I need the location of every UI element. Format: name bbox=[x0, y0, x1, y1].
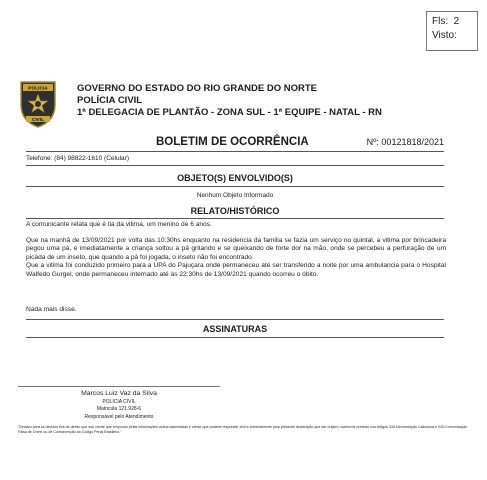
divider bbox=[26, 319, 444, 320]
report-title-row bbox=[26, 136, 444, 150]
fls-value: 2 bbox=[453, 16, 460, 27]
agency-line-police: POLÍCIA CIVIL bbox=[77, 95, 143, 106]
report-title: BOLETIM DE OCORRÊNCIA bbox=[156, 136, 309, 148]
police-badge-logo bbox=[18, 79, 58, 129]
report-number: Nº: 00121818/2021 bbox=[366, 137, 444, 147]
svg-text:CIVIL: CIVIL bbox=[31, 117, 45, 123]
relato-intro: A comunicante relata que é tia da vitima, um menino de 6 anos. bbox=[26, 221, 212, 228]
signatory-matricula: Matricula 121.928-6 bbox=[96, 406, 142, 412]
agency-line-government: GOVERNO DO ESTADO DO RIO GRANDE DO NORTE bbox=[77, 83, 317, 94]
signatory-name: Marcos Luiz Vaz da Silva bbox=[81, 390, 157, 397]
relato-body: Que na manhã de 13/09/2021 por volta das 10:30hs enquanto na residencia da familia se fazia um serviço no quintal, a vitima por brincadeira pegou uma pá, e imediatamente a criança soltou a pá gritando e se queixando de forte dor na mão, onde se percebeu a perfuração de um picada de um inseto, que quando a pá foi jogada, o inseto não foi encontrado. Que a vitima foi conduzido primeiro para a UPA do Pajuçara onde permaneceu até ser transferido a noite por uma ambulancia para o Hospital Walfedo Gurgel, onde permaneceu internado até às 22:30hs de 13/09/2021 quando ocorreu o óbito. bbox=[26, 237, 446, 278]
svg-text:POLICIA: POLICIA bbox=[28, 86, 48, 92]
page-number-box bbox=[426, 11, 478, 51]
signature-line bbox=[18, 386, 220, 387]
divider bbox=[26, 151, 444, 152]
phone-text: Telefone: (84) 98822-1610 (Celular) bbox=[26, 155, 129, 162]
relato-closing: Nada mais disse. bbox=[26, 306, 77, 313]
signatory-role: Responsável pelo Atendimento bbox=[84, 414, 154, 420]
signatures-heading: ASSINATURAS bbox=[202, 324, 268, 334]
divider bbox=[26, 165, 444, 166]
page-number-line bbox=[432, 15, 477, 29]
divider bbox=[26, 186, 444, 187]
relato-heading: RELATO/HISTÓRICO bbox=[190, 206, 280, 216]
agency-header bbox=[77, 83, 382, 119]
fls-label: Fls: bbox=[432, 16, 449, 27]
visto-label: Visto: bbox=[432, 30, 457, 41]
objects-heading: OBJETO(S) ENVOLVIDO(S) bbox=[177, 173, 293, 183]
legal-footnote: "Declaro para os devidos fins de direito que sou ciente que respondo pelas informações acima assentadas e ciente que poderei responder civil e criminalmente pela presente declaração que der origem, conforme previsto nos Artigos 339-Denunciação Caluniosa e 340-Comunicação Falsa de Crime ou de Contravenção do Código Penal Brasileiro." bbox=[18, 425, 468, 434]
signatory-org: POLICIA CIVIL bbox=[102, 399, 136, 405]
divider bbox=[26, 218, 444, 219]
agency-line-precinct: 1ª DELEGACIA DE PLANTÃO - ZONA SUL - 1ª EQUIPE - NATAL - RN bbox=[77, 107, 382, 118]
divider bbox=[26, 337, 444, 338]
objects-value: Nenhum Objeto Informado bbox=[196, 192, 274, 199]
